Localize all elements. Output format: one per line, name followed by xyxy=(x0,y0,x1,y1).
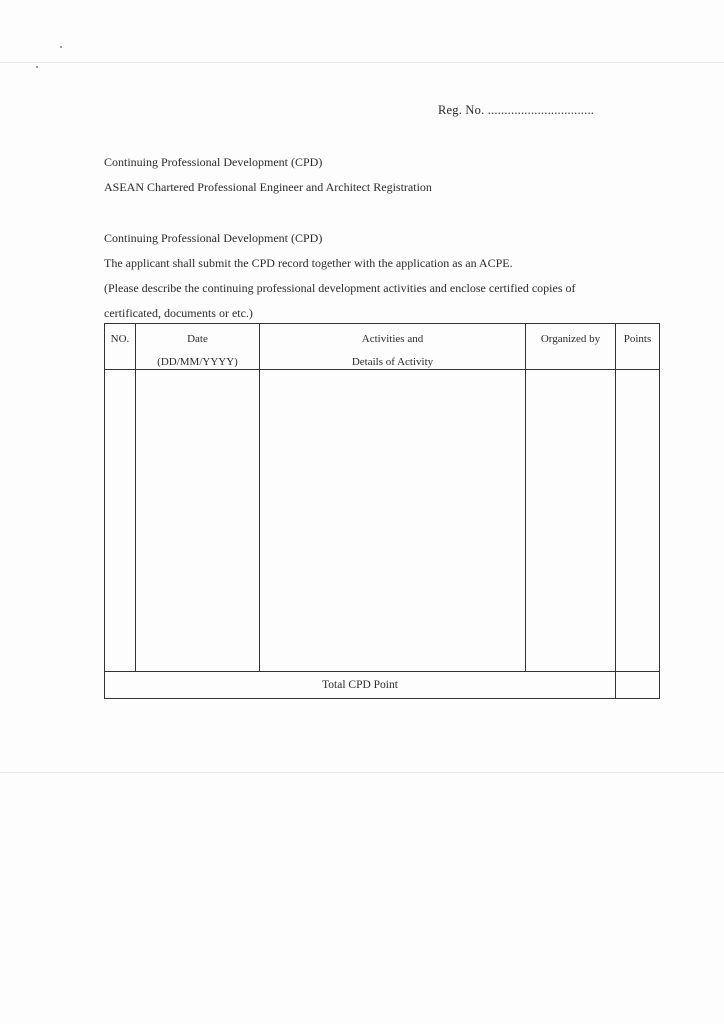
total-row xyxy=(105,671,660,698)
table-header-row xyxy=(105,324,660,370)
column-header-organized-by: Organized by xyxy=(526,324,616,370)
registration-number-field[interactable]: Reg. No. ................................ xyxy=(438,103,595,117)
heading-acpe-registration: ASEAN Chartered Professional Engineer and Architect Registration xyxy=(104,180,432,194)
total-cpd-point-label: Total CPD Point xyxy=(105,671,616,698)
scan-speck xyxy=(60,46,62,48)
cpd-record-table xyxy=(104,323,660,699)
heading-cpd-title: Continuing Professional Development (CPD) xyxy=(104,155,323,169)
column-header-no: NO. xyxy=(105,324,136,370)
table-row xyxy=(105,370,660,672)
section-instruction: The applicant shall submit the CPD record together with the application as an ACPE. xyxy=(104,256,513,270)
organized-by-cell[interactable] xyxy=(526,370,616,672)
total-cpd-point-value[interactable] xyxy=(616,671,660,698)
no-cell[interactable] xyxy=(105,370,136,672)
activity-details-cell[interactable] xyxy=(260,370,526,672)
date-cell[interactable] xyxy=(136,370,260,672)
column-header-date: Date (DD/MM/YYYY) xyxy=(136,324,260,370)
scan-artifact-line xyxy=(0,62,724,63)
section-title: Continuing Professional Development (CPD) xyxy=(104,231,323,245)
column-header-activities: Activities and Details of Activity xyxy=(260,324,526,370)
scan-speck xyxy=(36,66,38,68)
points-cell[interactable] xyxy=(616,370,660,672)
section-note-line-2: certificated, documents or etc.) xyxy=(104,306,253,320)
scan-artifact-line xyxy=(0,772,724,773)
column-header-points: Points xyxy=(616,324,660,370)
section-note-line-1: (Please describe the continuing professional development activities and enclose certified copies of xyxy=(104,281,576,295)
